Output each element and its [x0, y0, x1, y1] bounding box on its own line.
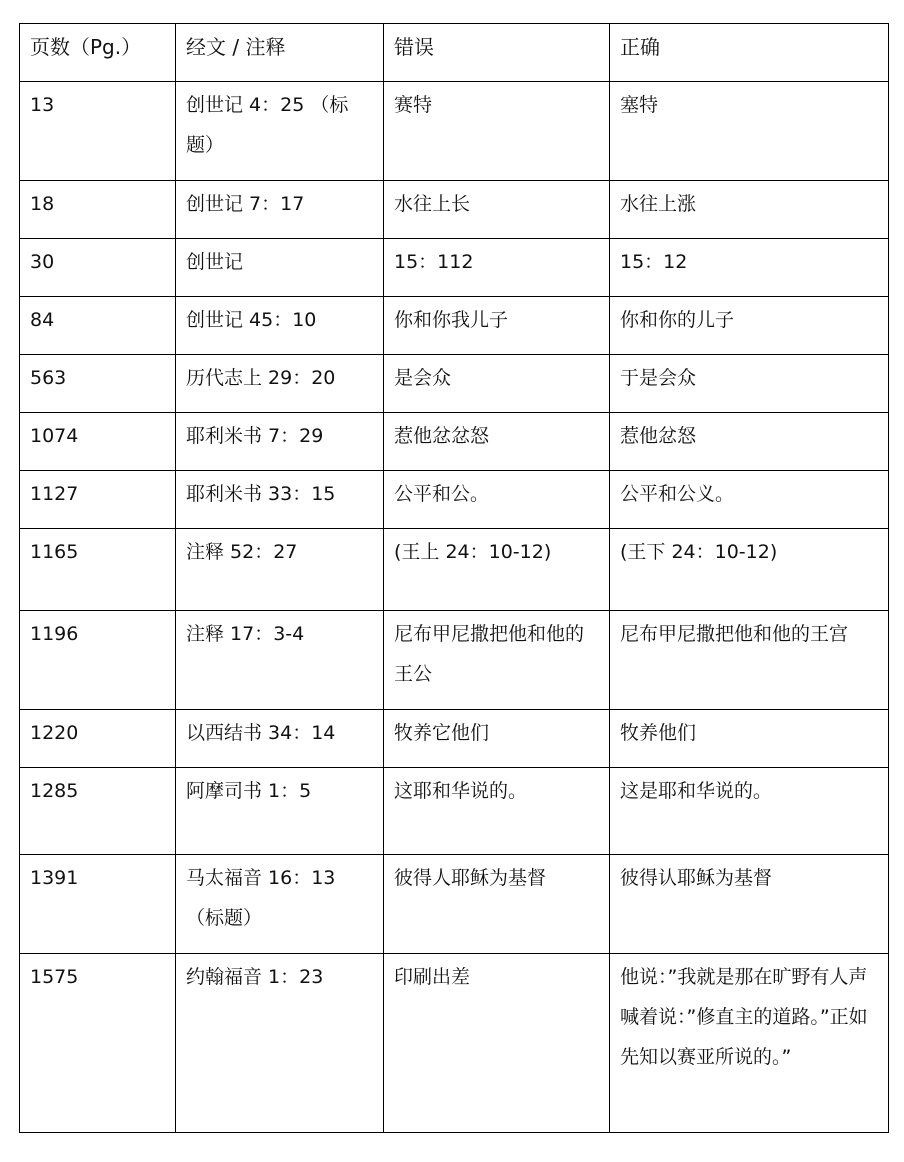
cell-reference: 创世记 45：10	[176, 297, 384, 355]
table-row	[20, 181, 889, 239]
table-row	[20, 954, 889, 1133]
header-error: 错误	[384, 24, 610, 82]
header-correct: 正确	[610, 24, 889, 82]
cell-correct: 15：12	[610, 239, 889, 297]
cell-page: 1074	[20, 413, 176, 471]
cell-reference: 阿摩司书 1：5	[176, 768, 384, 855]
header-row	[20, 24, 889, 82]
cell-reference: 耶利米书 7：29	[176, 413, 384, 471]
cell-correct: 他说：”我就是那在旷野有人声喊着说：”修直主的道路。”正如先知以赛亚所说的。”	[610, 954, 889, 1133]
table-row	[20, 710, 889, 768]
cell-error: 水往上长	[384, 181, 610, 239]
table-row	[20, 355, 889, 413]
cell-correct: 牧养他们	[610, 710, 889, 768]
cell-reference: 以西结书 34：14	[176, 710, 384, 768]
cell-error: 惹他忿忿怒	[384, 413, 610, 471]
cell-page: 13	[20, 82, 176, 181]
cell-error: 尼布甲尼撒把他和他的王公	[384, 611, 610, 710]
table-row	[20, 611, 889, 710]
cell-correct: 尼布甲尼撒把他和他的王宫	[610, 611, 889, 710]
cell-page: 1220	[20, 710, 176, 768]
cell-reference: 马太福音 16：13 （标题）	[176, 855, 384, 954]
errata-table	[19, 23, 889, 1133]
cell-error: (王上 24：10-12)	[384, 529, 610, 611]
cell-error: 印刷出差	[384, 954, 610, 1133]
cell-correct: 你和你的儿子	[610, 297, 889, 355]
cell-correct: 惹他忿怒	[610, 413, 889, 471]
cell-correct: 彼得认耶稣为基督	[610, 855, 889, 954]
table-row	[20, 82, 889, 181]
cell-page: 1196	[20, 611, 176, 710]
cell-reference: 注释 17：3-4	[176, 611, 384, 710]
cell-reference: 创世记 4：25 （标题）	[176, 82, 384, 181]
table-row	[20, 413, 889, 471]
cell-page: 563	[20, 355, 176, 413]
cell-error: 赛特	[384, 82, 610, 181]
cell-page: 1391	[20, 855, 176, 954]
cell-page: 1165	[20, 529, 176, 611]
cell-page: 1575	[20, 954, 176, 1133]
cell-correct: 这是耶和华说的。	[610, 768, 889, 855]
cell-page: 1285	[20, 768, 176, 855]
table-row	[20, 471, 889, 529]
cell-error: 牧养它他们	[384, 710, 610, 768]
cell-correct: (王下 24：10-12)	[610, 529, 889, 611]
cell-page: 1127	[20, 471, 176, 529]
table-row	[20, 239, 889, 297]
cell-reference: 创世记 7：17	[176, 181, 384, 239]
table-body	[20, 82, 889, 1133]
cell-correct: 塞特	[610, 82, 889, 181]
cell-error: 你和你我儿子	[384, 297, 610, 355]
table-row	[20, 768, 889, 855]
cell-error: 公平和公。	[384, 471, 610, 529]
cell-error: 彼得人耶稣为基督	[384, 855, 610, 954]
table-row	[20, 855, 889, 954]
cell-correct: 于是会众	[610, 355, 889, 413]
cell-correct: 水往上涨	[610, 181, 889, 239]
cell-reference: 创世记	[176, 239, 384, 297]
cell-reference: 历代志上 29：20	[176, 355, 384, 413]
table-row	[20, 297, 889, 355]
cell-page: 84	[20, 297, 176, 355]
table-header	[20, 24, 889, 82]
cell-reference: 约翰福音 1：23	[176, 954, 384, 1133]
cell-page: 30	[20, 239, 176, 297]
cell-reference: 注释 52：27	[176, 529, 384, 611]
cell-error: 这耶和华说的。	[384, 768, 610, 855]
cell-page: 18	[20, 181, 176, 239]
header-page: 页数（Pg.）	[20, 24, 176, 82]
cell-correct: 公平和公义。	[610, 471, 889, 529]
header-reference: 经文 / 注释	[176, 24, 384, 82]
table-row	[20, 529, 889, 611]
cell-error: 15：112	[384, 239, 610, 297]
cell-reference: 耶利米书 33：15	[176, 471, 384, 529]
cell-error: 是会众	[384, 355, 610, 413]
